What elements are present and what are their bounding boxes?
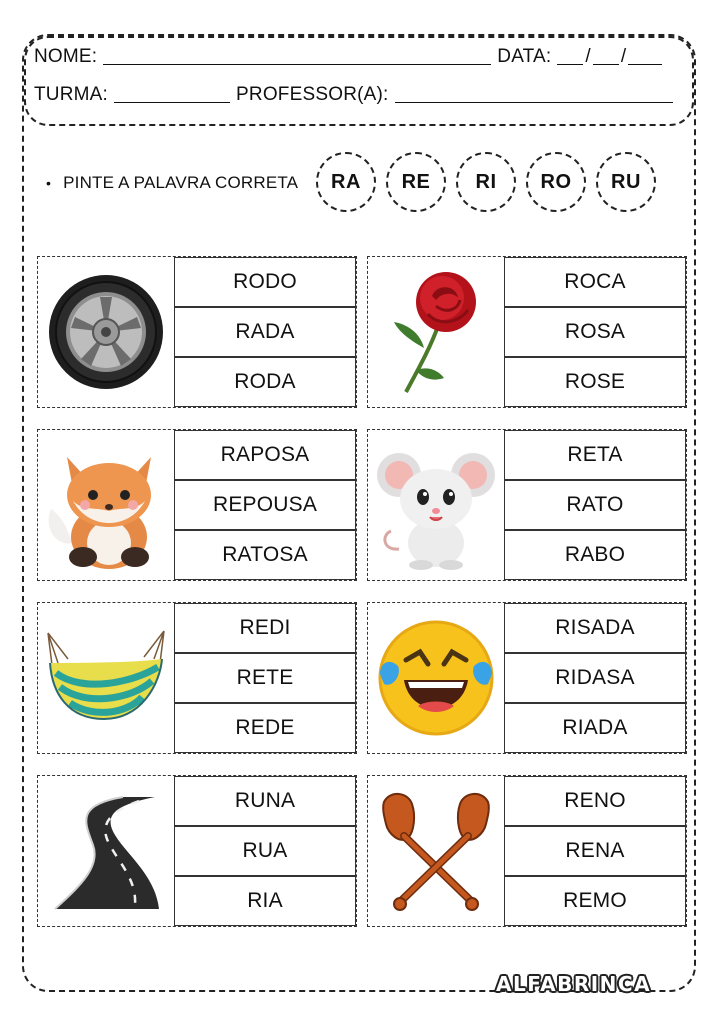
word-option[interactable]: RAPOSA — [174, 430, 356, 480]
wheel-icon — [38, 257, 174, 407]
syllable-ro: RO — [526, 152, 586, 212]
data-label: DATA: — [497, 46, 552, 67]
professor-field[interactable] — [395, 84, 673, 103]
road-icon — [38, 776, 174, 926]
card-rose — [367, 256, 687, 408]
word-option[interactable]: RETE — [174, 653, 356, 703]
word-option[interactable]: ROSE — [504, 357, 686, 407]
word-options — [174, 430, 356, 580]
word-option[interactable]: ROSA — [504, 307, 686, 357]
header-row-1 — [34, 46, 684, 68]
syllable-ra: RA — [316, 152, 376, 212]
mouse-icon — [368, 430, 504, 580]
hammock-icon — [38, 603, 174, 753]
day-blank — [557, 46, 583, 65]
turma-label: TURMA: — [34, 84, 109, 105]
word-option[interactable]: RISADA — [504, 603, 686, 653]
year-blank — [628, 46, 662, 65]
rose-icon — [368, 257, 504, 407]
laughing-emoji-icon — [368, 603, 504, 753]
card-oars — [367, 775, 687, 927]
word-options — [174, 776, 356, 926]
professor-label: PROFESSOR(A): — [236, 84, 389, 105]
card-road — [37, 775, 357, 927]
word-option[interactable]: RETA — [504, 430, 686, 480]
card-hammock — [37, 602, 357, 754]
data-field[interactable] — [557, 46, 662, 68]
word-options — [504, 430, 686, 580]
word-options — [504, 257, 686, 407]
syllable-ru: RU — [596, 152, 656, 212]
brand-logo: ALFABRINCA — [496, 972, 652, 996]
word-option[interactable]: RABO — [504, 530, 686, 580]
header-row-2 — [34, 84, 684, 106]
month-blank — [593, 46, 619, 65]
word-option[interactable]: REPOUSA — [174, 480, 356, 530]
nome-label: NOME: — [34, 46, 98, 67]
word-option[interactable]: ROCA — [504, 257, 686, 307]
instruction-text: PINTE A PALAVRA CORRETA — [63, 173, 299, 192]
word-options — [504, 776, 686, 926]
word-option[interactable]: REDI — [174, 603, 356, 653]
word-option[interactable]: RIDASA — [504, 653, 686, 703]
word-option[interactable]: RADA — [174, 307, 356, 357]
card-mouse — [367, 429, 687, 581]
word-option[interactable]: RATOSA — [174, 530, 356, 580]
date-slash: / — [585, 46, 591, 67]
word-options — [504, 603, 686, 753]
word-option[interactable]: RODO — [174, 257, 356, 307]
word-option[interactable]: RUA — [174, 826, 356, 876]
word-option[interactable]: REMO — [504, 876, 686, 926]
word-option[interactable]: RENA — [504, 826, 686, 876]
word-option[interactable]: RUNA — [174, 776, 356, 826]
oars-icon — [368, 776, 504, 926]
word-option[interactable]: RIA — [174, 876, 356, 926]
word-options — [174, 257, 356, 407]
card-wheel — [37, 256, 357, 408]
word-option[interactable]: RODA — [174, 357, 356, 407]
card-fox — [37, 429, 357, 581]
nome-field[interactable] — [103, 46, 491, 65]
date-slash: / — [620, 46, 627, 67]
word-option[interactable]: RIADA — [504, 703, 686, 753]
turma-field[interactable] — [114, 84, 230, 103]
card-laughing-emoji — [367, 602, 687, 754]
word-options — [174, 603, 356, 753]
syllable-re: RE — [386, 152, 446, 212]
fox-icon — [38, 430, 174, 580]
bullet: • — [46, 175, 52, 191]
word-option[interactable]: RATO — [504, 480, 686, 530]
syllable-ri: RI — [456, 152, 516, 212]
instruction — [46, 168, 298, 198]
word-option[interactable]: RENO — [504, 776, 686, 826]
word-option[interactable]: REDE — [174, 703, 356, 753]
